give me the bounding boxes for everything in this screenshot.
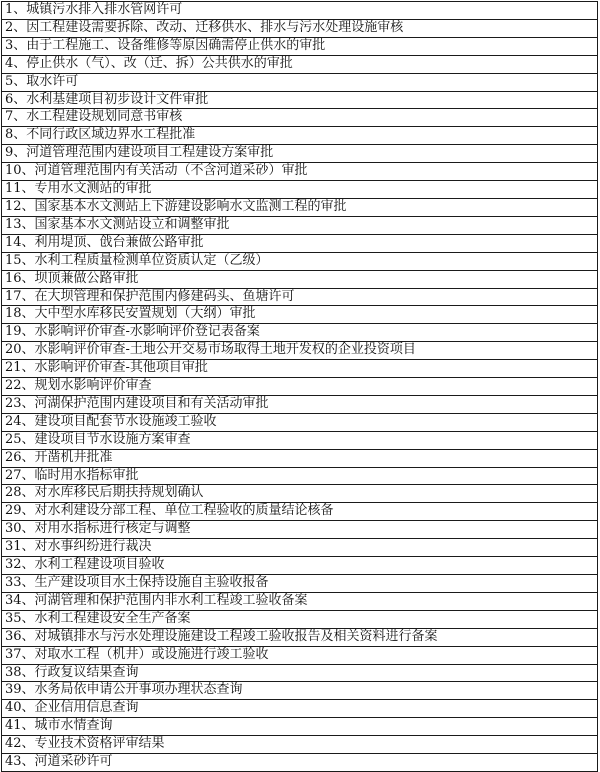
list-item: 43、河道采砂许可 xyxy=(2,754,598,772)
table-row xyxy=(2,109,598,127)
list-item: 15、水利工程质量检测单位资质认定（乙级） xyxy=(2,252,598,270)
table-row xyxy=(2,682,598,700)
table-row xyxy=(2,378,598,396)
list-item: 18、大中型水库移民安置规划（大纲）审批 xyxy=(2,306,598,324)
list-item: 37、对取水工程（机井）或设施进行竣工验收 xyxy=(2,646,598,664)
list-item: 17、在大坝管理和保护范围内修建码头、鱼塘许可 xyxy=(2,288,598,306)
table-row xyxy=(2,360,598,378)
list-item: 1、城镇污水排入排水管网许可 xyxy=(2,2,598,20)
table-row xyxy=(2,288,598,306)
table-row xyxy=(2,181,598,199)
list-item: 42、专业技术资格评审结果 xyxy=(2,736,598,754)
list-item: 31、对水事纠纷进行裁决 xyxy=(2,539,598,557)
table-row xyxy=(2,37,598,55)
list-item: 5、取水许可 xyxy=(2,73,598,91)
table-row xyxy=(2,270,598,288)
list-item: 28、对水库移民后期扶持规划确认 xyxy=(2,485,598,503)
table-row xyxy=(2,395,598,413)
list-item: 6、水利基建项目初步设计文件审批 xyxy=(2,91,598,109)
table-row xyxy=(2,2,598,20)
list-item: 14、利用堤顶、戗台兼做公路审批 xyxy=(2,234,598,252)
table-row xyxy=(2,73,598,91)
list-item: 25、建设项目节水设施方案审查 xyxy=(2,431,598,449)
table-row xyxy=(2,55,598,73)
table-row xyxy=(2,413,598,431)
table-row xyxy=(2,163,598,181)
table-row xyxy=(2,664,598,682)
list-item: 32、水利工程建设项目验收 xyxy=(2,557,598,575)
list-item: 12、国家基本水文测站上下游建设影响水文监测工程的审批 xyxy=(2,198,598,216)
table-row xyxy=(2,754,598,772)
list-item: 35、水利工程建设安全生产备案 xyxy=(2,610,598,628)
list-item: 16、坝顶兼做公路审批 xyxy=(2,270,598,288)
list-item: 33、生产建设项目水土保持设施自主验收报备 xyxy=(2,575,598,593)
list-item: 20、水影响评价审查-土地公开交易市场取得土地开发权的企业投资项目 xyxy=(2,342,598,360)
table-row xyxy=(2,216,598,234)
table-row xyxy=(2,19,598,37)
table-row xyxy=(2,342,598,360)
table-row xyxy=(2,431,598,449)
list-item: 23、河湖保护范围内建设项目和有关活动审批 xyxy=(2,395,598,413)
list-item: 27、临时用水指标审批 xyxy=(2,467,598,485)
list-item: 11、专用水文测站的审批 xyxy=(2,181,598,199)
table-row xyxy=(2,736,598,754)
list-item: 2、因工程建设需要拆除、改动、迁移供水、排水与污水处理设施审核 xyxy=(2,19,598,37)
table-row xyxy=(2,610,598,628)
list-item: 26、开凿机井批准 xyxy=(2,449,598,467)
list-item: 3、由于工程施工、设备维修等原因确需停止供水的审批 xyxy=(2,37,598,55)
table-row xyxy=(2,198,598,216)
list-item: 29、对水利建设分部工程、单位工程验收的质量结论核备 xyxy=(2,503,598,521)
table-row xyxy=(2,592,598,610)
list-item: 8、不同行政区域边界水工程批准 xyxy=(2,127,598,145)
table-row xyxy=(2,127,598,145)
table-row xyxy=(2,646,598,664)
table-row xyxy=(2,91,598,109)
list-item: 9、河道管理范围内建设项目工程建设方案审批 xyxy=(2,145,598,163)
service-items-list xyxy=(2,2,598,772)
table-row xyxy=(2,485,598,503)
table-row xyxy=(2,145,598,163)
table-row xyxy=(2,539,598,557)
table-row xyxy=(2,700,598,718)
list-item: 36、对城镇排水与污水处理设施建设工程竣工验收报告及相关资料进行备案 xyxy=(2,628,598,646)
list-item: 34、河湖管理和保护范围内非水利工程竣工验收备案 xyxy=(2,592,598,610)
service-items-table xyxy=(1,1,598,772)
table-row xyxy=(2,467,598,485)
list-item: 4、停止供水（气）、改（迁、拆）公共供水的审批 xyxy=(2,55,598,73)
table-row xyxy=(2,324,598,342)
list-item: 39、水务局依申请公开事项办理状态查询 xyxy=(2,682,598,700)
table-row xyxy=(2,252,598,270)
table-row xyxy=(2,449,598,467)
list-item: 10、河道管理范围内有关活动（不含河道采砂）审批 xyxy=(2,163,598,181)
list-item: 41、城市水情查询 xyxy=(2,718,598,736)
list-item: 7、水工程建设规划同意书审核 xyxy=(2,109,598,127)
table-row xyxy=(2,306,598,324)
list-item: 24、建设项目配套节水设施竣工验收 xyxy=(2,413,598,431)
list-item: 22、规划水影响评价审查 xyxy=(2,378,598,396)
table-row xyxy=(2,521,598,539)
table-row xyxy=(2,503,598,521)
list-item: 38、行政复议结果查询 xyxy=(2,664,598,682)
list-item: 30、对用水指标进行核定与调整 xyxy=(2,521,598,539)
table-row xyxy=(2,557,598,575)
list-item: 21、水影响评价审查-其他项目审批 xyxy=(2,360,598,378)
table-row xyxy=(2,575,598,593)
list-item: 13、国家基本水文测站设立和调整审批 xyxy=(2,216,598,234)
table-row xyxy=(2,234,598,252)
table-row xyxy=(2,628,598,646)
list-item: 19、水影响评价审查-水影响评价登记表备案 xyxy=(2,324,598,342)
list-item: 40、企业信用信息查询 xyxy=(2,700,598,718)
table-row xyxy=(2,718,598,736)
